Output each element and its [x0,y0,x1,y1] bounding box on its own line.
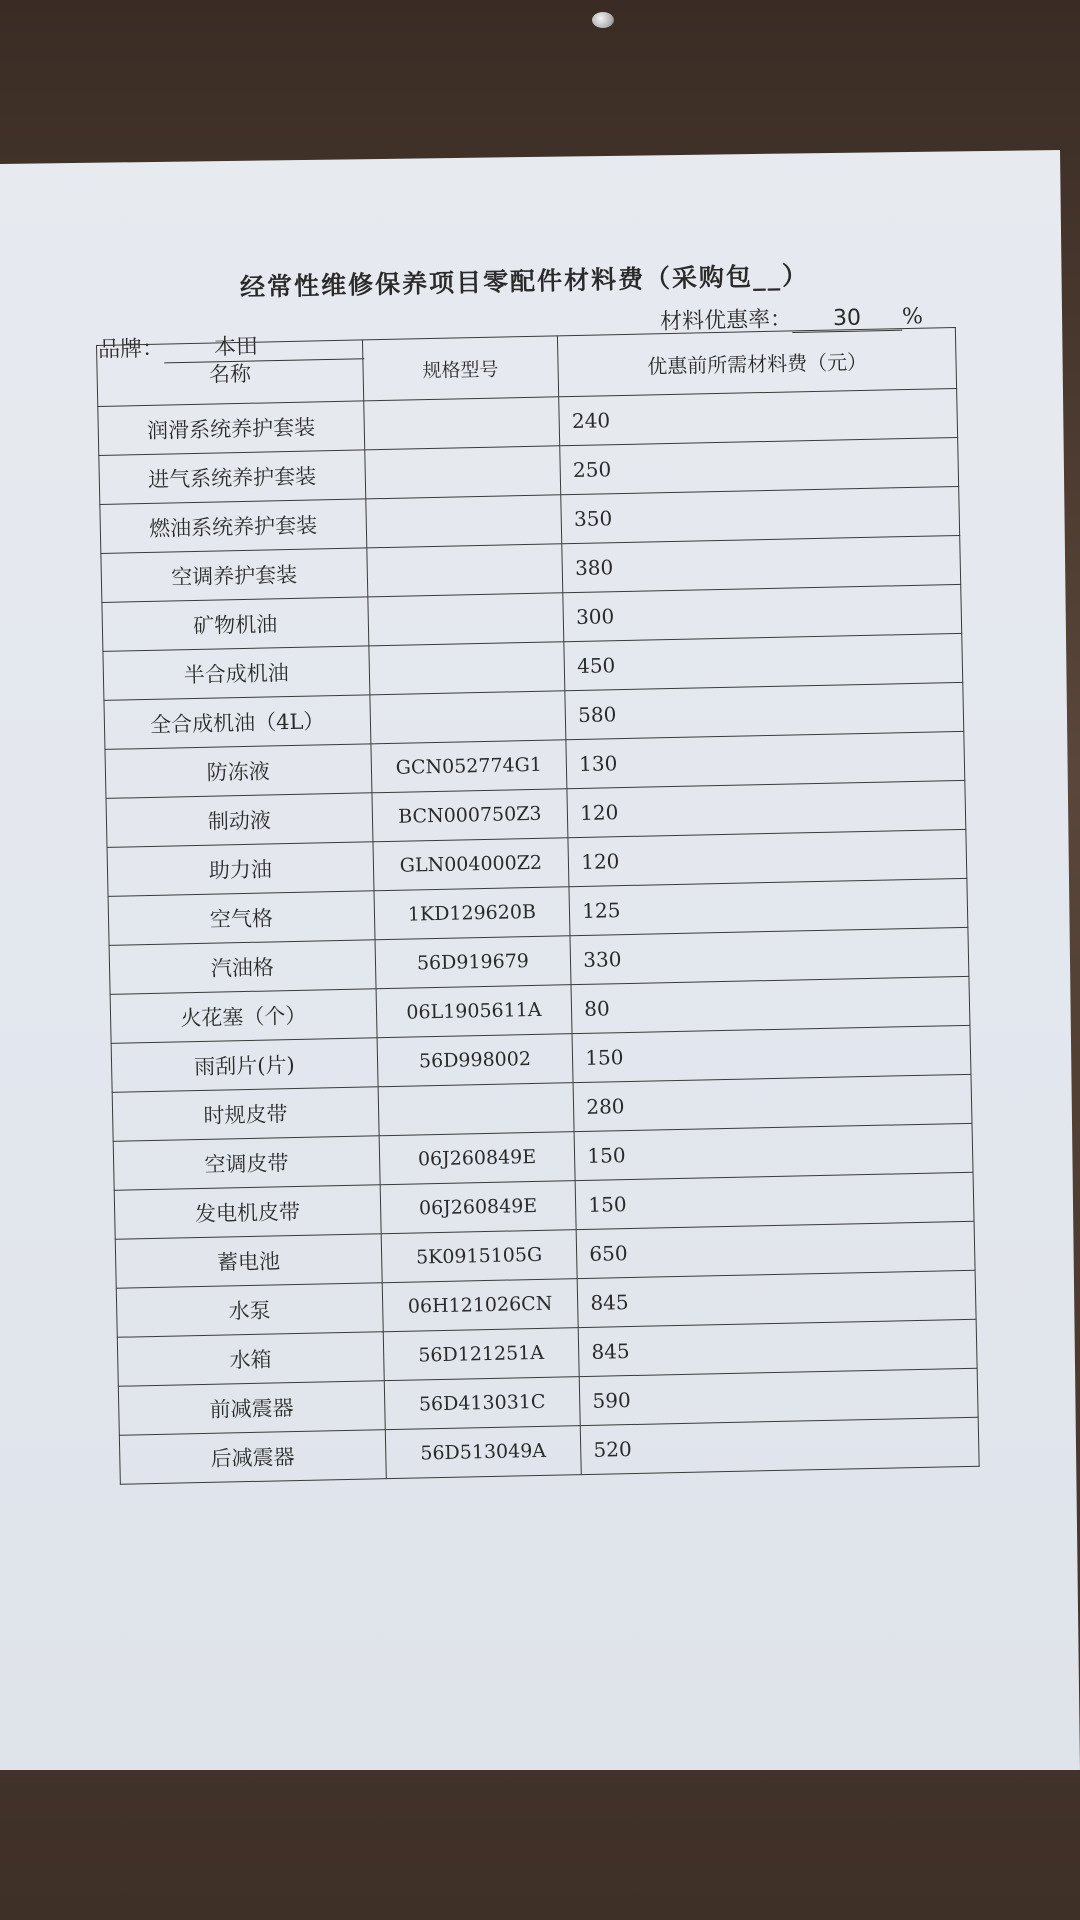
cell-model: 06H121026CN [382,1279,579,1332]
cell-price: 240 [559,388,958,445]
header-model: 规格型号 [362,336,559,401]
screw-icon [592,12,614,28]
cell-model: GCN052774G1 [371,740,568,793]
cell-price: 650 [576,1221,975,1278]
cell-name: 后减震器 [119,1430,386,1485]
cell-model [378,1083,575,1136]
cell-model: 56D998002 [377,1034,574,1087]
cell-price: 350 [561,486,960,543]
cell-price: 580 [565,682,964,739]
cell-name: 蓄电池 [115,1234,382,1289]
cell-name: 矿物机油 [102,597,369,652]
header-price: 优惠前所需材料费（元） [558,327,957,396]
cell-name: 前减震器 [118,1381,385,1436]
cell-name: 水泵 [116,1283,383,1338]
cell-name: 时规皮带 [112,1087,379,1142]
cell-name: 水箱 [117,1332,384,1387]
cell-price: 120 [568,829,967,886]
cell-price: 150 [572,1025,971,1082]
cell-model [367,593,564,646]
cell-name: 制动液 [106,793,373,848]
cell-price: 300 [563,584,962,641]
cell-price: 120 [567,780,966,837]
cell-model [365,495,562,548]
cell-name: 雨刮片(片) [111,1038,378,1093]
cell-price: 80 [571,976,970,1033]
cell-model: 56D121251A [383,1328,580,1381]
table-body [98,388,979,1484]
cell-name: 空调皮带 [113,1136,380,1191]
cell-price: 590 [579,1368,978,1425]
cell-model: 56D919679 [375,936,572,989]
cell-model: 5K0915105G [381,1230,578,1283]
cell-model: BCN000750Z3 [372,789,569,842]
cell-price: 380 [562,535,961,592]
cell-price: 520 [581,1417,980,1474]
cell-name: 火花塞（个） [110,989,377,1044]
cell-price: 450 [564,633,963,690]
cell-name: 防冻液 [105,744,372,799]
cell-model: 06J260849E [379,1132,576,1185]
cell-model [366,544,563,597]
cell-price: 250 [560,437,959,494]
brand-label: 品牌： [97,336,165,363]
cell-model [368,642,565,695]
cell-name: 进气系统养护套装 [99,450,366,505]
document-title: 经常性维修保养项目零配件材料费（采购包__） [239,260,810,302]
parts-table-wrapper [96,327,980,1485]
cell-price: 845 [578,1319,977,1376]
brand-value: 本田 [164,327,365,363]
cell-price: 150 [575,1172,974,1229]
parts-table [96,327,980,1485]
cell-name: 半合成机油 [103,646,370,701]
cell-model [363,397,560,450]
cell-model: 1KD129620B [374,887,571,940]
cell-name: 燃油系统养护套装 [100,499,367,554]
cell-price: 150 [574,1123,973,1180]
cell-name: 空气格 [108,891,375,946]
cell-name: 全合成机油（4L） [104,695,371,750]
cell-model [369,691,566,744]
cell-model [364,446,561,499]
cell-price: 125 [569,878,968,935]
cell-name: 发电机皮带 [114,1185,381,1240]
discount-value: 30 [792,305,903,333]
cell-name: 润滑系统养护套装 [98,401,365,456]
header-name: 名称 [97,340,364,407]
cell-model: 56D413031C [384,1377,581,1430]
cell-model: 06L1905611A [376,985,573,1038]
cell-name: 助力油 [107,842,374,897]
cell-price: 280 [573,1074,972,1131]
discount-label: 材料优惠率： [659,306,793,335]
cell-name: 汽油格 [109,940,376,995]
cell-model: 06J260849E [380,1181,577,1234]
cell-model: GLN004000Z2 [373,838,570,891]
discount-unit: % [901,304,924,330]
cell-name: 空调养护套装 [101,548,368,603]
cell-price: 330 [570,927,969,984]
cell-price: 845 [577,1270,976,1327]
cell-price: 130 [566,731,965,788]
cell-model: 56D513049A [385,1426,582,1479]
